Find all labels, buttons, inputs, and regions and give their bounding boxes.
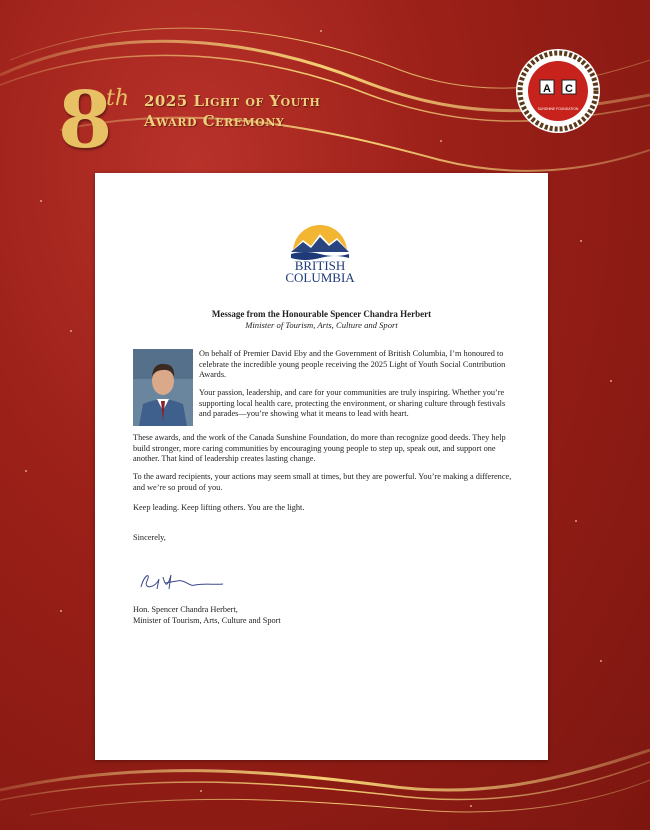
letter-heading: Message from the Honourable Spencer Chandra Herbert	[211, 309, 432, 319]
minister-portrait	[133, 349, 193, 426]
handwritten-signature	[137, 567, 227, 595]
sunshine-foundation-badge	[515, 48, 601, 134]
edition-number: 8	[58, 75, 113, 166]
letter-paragraph-1: On behalf of Premier David Eby and the Government of British Columbia, I’m honoured to celebrate the incredible young people receiving the 2025 Light of Youth Social Contribution Awards.	[199, 349, 506, 380]
signoff-title: Minister of Tourism, Arts, Culture and Sport	[133, 616, 281, 625]
signoff-name: Hon. Spencer Chandra Herbert,	[133, 605, 238, 614]
badge-letter-c: C	[565, 83, 573, 95]
badge-org-text: SUNSHINE FOUNDATION	[537, 107, 579, 111]
title-line-2: Award Ceremony	[144, 112, 285, 130]
bc-logo-line-1: BRITISH	[294, 258, 346, 273]
badge-letter-a: A	[543, 83, 551, 95]
letter-paragraph-2: Your passion, leadership, and care for your communities are truly inspiring. Whether you’re supporting local health care, protecting the environment, or sharing culture through festivals and parades—you’re showing what it means to lead with heart.	[199, 388, 506, 419]
title-line-1: 2025 Light of Youth	[144, 92, 321, 110]
edition-suffix: th	[106, 86, 130, 111]
letter-subheading: Minister of Tourism, Arts, Culture and Sport	[245, 320, 398, 330]
bc-logo-line-2: COLUMBIA	[285, 270, 355, 285]
letter-closing: Sincerely,	[133, 533, 166, 542]
letter-paragraph-4: To the award recipients, your actions may seem small at times, but they are powerful. You’re making a difference, and we’re so proud of you.	[133, 472, 512, 492]
letter-paragraph-5: Keep leading. Keep lifting others. You are the light.	[133, 503, 305, 512]
letter-paragraph-3: These awards, and the work of the Canada Sunshine Foundation, do more than recognize good deeds. They help build stronger, more caring communities by encouraging young people to step up, speak out, and support one another. That kind of leadership creates lasting change.	[133, 433, 506, 464]
letter-sheet	[95, 173, 548, 760]
